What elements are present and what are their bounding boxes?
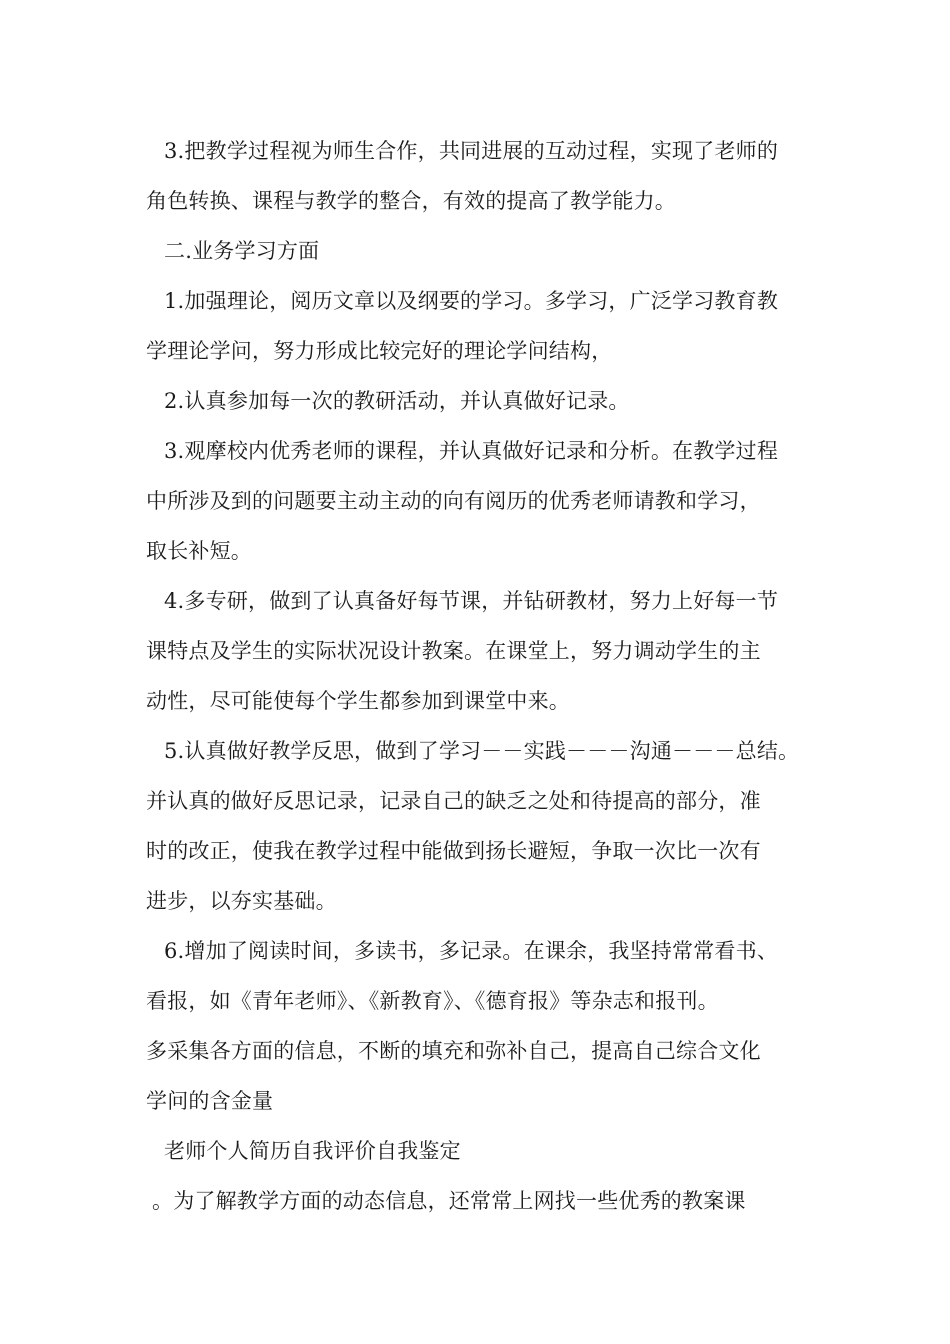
text-line: 6.增加了阅读时间，多读书，多记录。在课余，我坚持常常看书、 [164,939,779,963]
text-line: 取长补短。 [146,539,252,563]
text-line: 3.把教学过程视为师生合作，共同进展的互动过程，实现了老师的 [164,139,779,163]
text-line: 。为了解教学方面的动态信息，还常常上网找一些优秀的教案课 [152,1189,746,1213]
text-line: 课特点及学生的实际状况设计教案。在课堂上，努力调动学生的主 [146,639,761,663]
text-line: 学理论学问，努力形成比较完好的理论学问结构， [146,339,613,363]
text-line: 进步，以夯实基础。 [146,889,337,913]
text-line: 1.加强理论，阅历文章以及纲要的学习。多学习，广泛学习教育教 [164,289,779,313]
text-line: 5.认真做好教学反思，做到了学习－－实践－－－沟通－－－总结。 [164,739,800,763]
text-line: 角色转换、课程与教学的整合，有效的提高了教学能力。 [146,189,676,213]
section-heading: 老师个人简历自我评价自我鉴定 [164,1139,461,1163]
section-heading: 二.业务学习方面 [164,239,320,263]
text-line: 学问的含金量 [146,1089,274,1113]
text-line: 2.认真参加每一次的教研活动，并认真做好记录。 [164,389,630,413]
text-line: 动性，尽可能使每个学生都参加到课堂中来。 [146,689,570,713]
text-line: 3.观摩校内优秀老师的课程，并认真做好记录和分析。在教学过程 [164,439,779,463]
text-line: 多采集各方面的信息，不断的填充和弥补自己，提高自己综合文化 [146,1039,761,1063]
text-line: 并认真的做好反思记录，记录自己的缺乏之处和待提高的部分，准 [146,789,761,813]
text-line: 4.多专研，做到了认真备好每节课，并钻研教材，努力上好每一节 [164,589,779,613]
text-line: 中所涉及到的问题要主动主动的向有阅历的优秀老师请教和学习， [146,489,761,513]
text-line: 时的改正，使我在教学过程中能做到扬长避短，争取一次比一次有 [146,839,761,863]
text-line: 看报，如《青年老师》、《新教育》、《德育报》等杂志和报刊。 [146,989,719,1013]
